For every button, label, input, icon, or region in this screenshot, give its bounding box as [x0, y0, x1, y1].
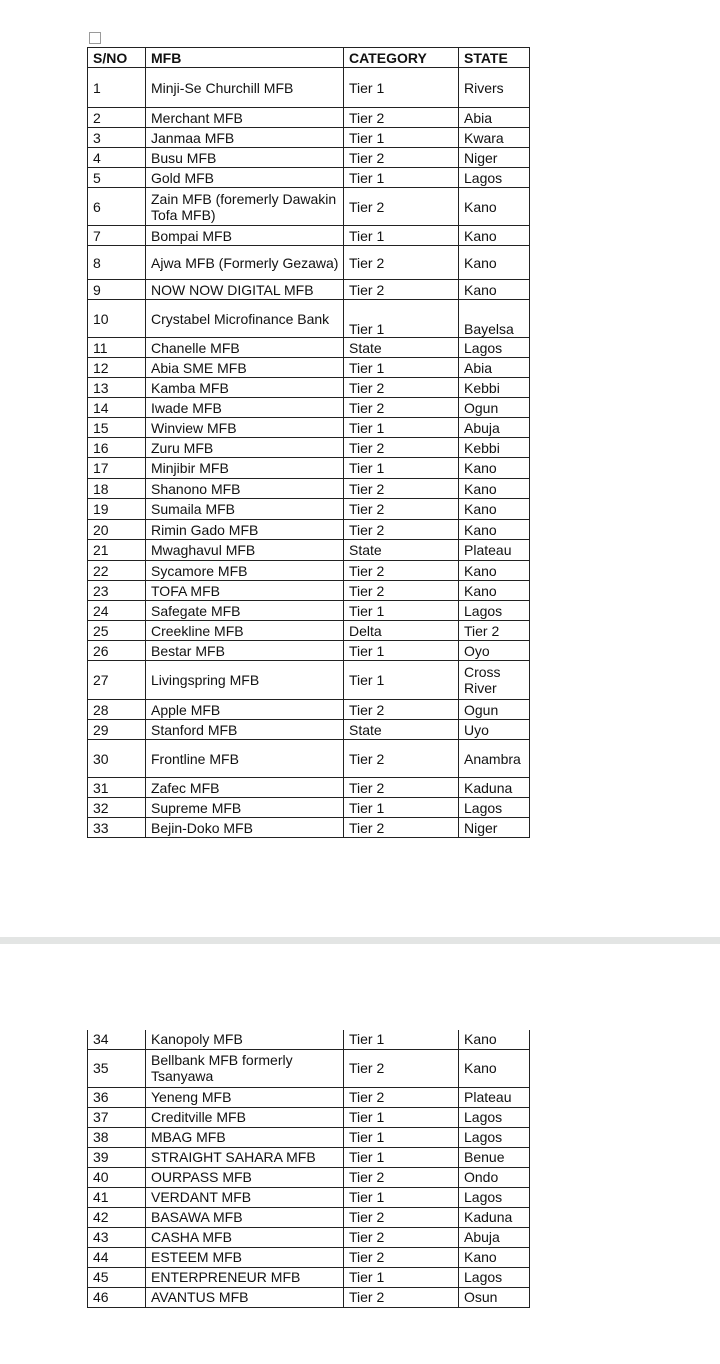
cell-category: Tier 2	[344, 1227, 459, 1247]
table-header-row	[88, 48, 530, 68]
header-category: CATEGORY	[344, 48, 459, 68]
cell-sno: 24	[88, 601, 146, 621]
cell-mfb: BASAWA MFB	[146, 1207, 344, 1227]
cell-category: Tier 1	[344, 418, 459, 438]
cell-sno: 29	[88, 720, 146, 740]
cell-sno: 14	[88, 398, 146, 418]
cell-sno: 34	[88, 1030, 146, 1049]
table-row	[88, 1107, 530, 1127]
cell-mfb: TOFA MFB	[146, 581, 344, 601]
cell-mfb: Abia SME MFB	[146, 358, 344, 378]
table-row	[88, 1207, 530, 1227]
cell-category: Tier 1	[344, 1127, 459, 1147]
cell-sno: 43	[88, 1227, 146, 1247]
cell-sno: 9	[88, 280, 146, 300]
cell-mfb: Zain MFB (foremerly Dawakin Tofa MFB)	[146, 188, 344, 226]
cell-state: Ogun	[459, 398, 530, 418]
cell-sno: 32	[88, 798, 146, 818]
cell-category: Tier 1	[344, 168, 459, 188]
cell-state: Lagos	[459, 1267, 530, 1287]
cell-category: Tier 2	[344, 1207, 459, 1227]
cell-mfb: Janmaa MFB	[146, 128, 344, 148]
cell-state: Osun	[459, 1287, 530, 1307]
table-row	[88, 1127, 530, 1147]
table-row	[88, 520, 530, 540]
cell-sno: 39	[88, 1147, 146, 1167]
cell-mfb: Winview MFB	[146, 418, 344, 438]
table-row	[88, 358, 530, 378]
cell-category: Tier 1	[344, 128, 459, 148]
cell-sno: 23	[88, 581, 146, 601]
table-row	[88, 1187, 530, 1207]
cell-sno: 25	[88, 621, 146, 641]
cell-mfb: Sycamore MFB	[146, 561, 344, 581]
cell-sno: 37	[88, 1107, 146, 1127]
table-row	[88, 168, 530, 188]
table-row	[88, 661, 530, 700]
cell-category: Tier 2	[344, 1087, 459, 1107]
cell-mfb: Shanono MFB	[146, 479, 344, 499]
cell-sno: 8	[88, 246, 146, 280]
cell-category: Delta	[344, 621, 459, 641]
cell-sno: 45	[88, 1267, 146, 1287]
cell-category: Tier 1	[344, 458, 459, 479]
cell-mfb: Supreme MFB	[146, 798, 344, 818]
cell-state: Cross River	[459, 661, 530, 700]
cell-category: Tier 2	[344, 438, 459, 458]
cell-category: Tier 2	[344, 378, 459, 398]
table-row	[88, 540, 530, 561]
cell-category: Tier 1	[344, 68, 459, 108]
cell-sno: 11	[88, 338, 146, 358]
cell-state: Kano	[459, 246, 530, 280]
cell-sno: 18	[88, 479, 146, 499]
cell-state: Kaduna	[459, 1207, 530, 1227]
cell-mfb: OURPASS MFB	[146, 1167, 344, 1187]
cell-state: Kano	[459, 581, 530, 601]
cell-state: Kano	[459, 1049, 530, 1087]
table-row	[88, 1227, 530, 1247]
cell-category: Tier 1	[344, 1107, 459, 1127]
cell-sno: 22	[88, 561, 146, 581]
cell-state: Lagos	[459, 338, 530, 358]
cell-mfb: Zuru MFB	[146, 438, 344, 458]
table-row	[88, 378, 530, 398]
table-row	[88, 499, 530, 520]
cell-mfb: Mwaghavul MFB	[146, 540, 344, 561]
cell-category: Tier 2	[344, 280, 459, 300]
cell-state: Plateau	[459, 540, 530, 561]
cell-category: Tier 2	[344, 246, 459, 280]
cell-category: Tier 1	[344, 641, 459, 661]
cell-sno: 12	[88, 358, 146, 378]
cell-sno: 6	[88, 188, 146, 226]
cell-mfb: Minjibir MFB	[146, 458, 344, 479]
cell-state: Lagos	[459, 1187, 530, 1207]
cell-mfb: Creditville MFB	[146, 1107, 344, 1127]
cell-mfb: Bellbank MFB formerly Tsanyawa	[146, 1049, 344, 1087]
table-row	[88, 1247, 530, 1267]
cell-category: Tier 1	[344, 601, 459, 621]
cell-mfb: STRAIGHT SAHARA MFB	[146, 1147, 344, 1167]
table-row	[88, 418, 530, 438]
cell-category: Tier 2	[344, 740, 459, 778]
cell-category: Tier 2	[344, 818, 459, 838]
cell-state: Kebbi	[459, 438, 530, 458]
table-row	[88, 700, 530, 720]
cell-sno: 36	[88, 1087, 146, 1107]
cell-mfb: NOW NOW DIGITAL MFB	[146, 280, 344, 300]
table-row	[88, 68, 530, 108]
cell-category: Tier 1	[344, 1187, 459, 1207]
cell-category: Tier 2	[344, 700, 459, 720]
cell-category: Tier 2	[344, 188, 459, 226]
cell-category: Tier 2	[344, 1247, 459, 1267]
cell-category: Tier 2	[344, 1049, 459, 1087]
header-state: STATE	[459, 48, 530, 68]
cell-sno: 31	[88, 778, 146, 798]
cell-category: Tier 2	[344, 479, 459, 499]
cell-sno: 19	[88, 499, 146, 520]
cell-category: Tier 2	[344, 398, 459, 418]
cell-sno: 15	[88, 418, 146, 438]
cell-mfb: Frontline MFB	[146, 740, 344, 778]
cell-mfb: Bestar MFB	[146, 641, 344, 661]
table-row	[88, 458, 530, 479]
cell-mfb: Zafec MFB	[146, 778, 344, 798]
cell-sno: 38	[88, 1127, 146, 1147]
cell-category: State	[344, 540, 459, 561]
table-row	[88, 1167, 530, 1187]
cell-sno: 21	[88, 540, 146, 561]
table-row	[88, 818, 530, 838]
table-row	[88, 108, 530, 128]
cell-state: Abia	[459, 358, 530, 378]
cell-category: Tier 1	[344, 798, 459, 818]
cell-sno: 7	[88, 226, 146, 246]
cell-sno: 26	[88, 641, 146, 661]
cell-mfb: Sumaila MFB	[146, 499, 344, 520]
cell-mfb: Apple MFB	[146, 700, 344, 720]
cell-category: Tier 1	[344, 226, 459, 246]
cell-mfb: Kamba MFB	[146, 378, 344, 398]
cell-category: State	[344, 720, 459, 740]
cell-state: Kano	[459, 458, 530, 479]
table-row	[88, 641, 530, 661]
cell-state: Kano	[459, 479, 530, 499]
table-row	[88, 581, 530, 601]
cell-category: Tier 2	[344, 520, 459, 540]
cell-mfb: MBAG MFB	[146, 1127, 344, 1147]
cell-state: Kano	[459, 561, 530, 581]
cell-mfb: Kanopoly MFB	[146, 1030, 344, 1049]
table-row	[88, 1267, 530, 1287]
table-row	[88, 246, 530, 280]
table-row	[88, 338, 530, 358]
cell-sno: 42	[88, 1207, 146, 1227]
cell-sno: 35	[88, 1049, 146, 1087]
cell-state: Kano	[459, 188, 530, 226]
table-row	[88, 601, 530, 621]
cell-state: Kano	[459, 1030, 530, 1049]
cell-category: Tier 1	[344, 1030, 459, 1049]
cell-sno: 28	[88, 700, 146, 720]
cell-mfb: Safegate MFB	[146, 601, 344, 621]
table-row	[88, 280, 530, 300]
cell-mfb: Iwade MFB	[146, 398, 344, 418]
cell-mfb: ENTERPRENEUR MFB	[146, 1267, 344, 1287]
cell-mfb: Bompai MFB	[146, 226, 344, 246]
cell-sno: 5	[88, 168, 146, 188]
cell-mfb: Busu MFB	[146, 148, 344, 168]
cell-state: Kano	[459, 1247, 530, 1267]
cell-category: Tier 2	[344, 778, 459, 798]
cell-sno: 33	[88, 818, 146, 838]
cell-mfb: Merchant MFB	[146, 108, 344, 128]
table-row	[88, 398, 530, 418]
cell-sno: 3	[88, 128, 146, 148]
cell-sno: 13	[88, 378, 146, 398]
cell-mfb: Livingspring MFB	[146, 661, 344, 700]
cell-category: Tier 2	[344, 561, 459, 581]
cell-state: Bayelsa	[459, 300, 530, 338]
cell-state: Kebbi	[459, 378, 530, 398]
cell-state: Tier 2	[459, 621, 530, 641]
cell-state: Lagos	[459, 798, 530, 818]
cell-state: Plateau	[459, 1087, 530, 1107]
cell-sno: 1	[88, 68, 146, 108]
page-separator	[0, 937, 720, 944]
cell-sno: 41	[88, 1187, 146, 1207]
cell-mfb: AVANTUS MFB	[146, 1287, 344, 1307]
cell-category: Tier 1	[344, 1267, 459, 1287]
table-row	[88, 720, 530, 740]
cell-state: Oyo	[459, 641, 530, 661]
cell-sno: 20	[88, 520, 146, 540]
cell-category: Tier 1	[344, 358, 459, 378]
table-row	[88, 1147, 530, 1167]
table-row	[88, 1049, 530, 1087]
cell-category: Tier 2	[344, 499, 459, 520]
cell-state: Niger	[459, 818, 530, 838]
cell-category: Tier 2	[344, 1167, 459, 1187]
table-row	[88, 740, 530, 778]
cell-state: Anambra	[459, 740, 530, 778]
cell-category: Tier 2	[344, 1287, 459, 1307]
cell-state: Lagos	[459, 1107, 530, 1127]
cell-state: Kano	[459, 499, 530, 520]
cell-category: Tier 1	[344, 1147, 459, 1167]
cell-category: Tier 2	[344, 108, 459, 128]
table-row	[88, 1030, 530, 1049]
cell-sno: 46	[88, 1287, 146, 1307]
table-row	[88, 621, 530, 641]
table-row	[88, 798, 530, 818]
cell-sno: 30	[88, 740, 146, 778]
cell-sno: 27	[88, 661, 146, 700]
mfb-table-page-1	[87, 47, 530, 838]
cell-state: Kano	[459, 280, 530, 300]
cell-state: Ogun	[459, 700, 530, 720]
cell-state: Lagos	[459, 168, 530, 188]
table-row	[88, 188, 530, 226]
cell-sno: 40	[88, 1167, 146, 1187]
cell-state: Kwara	[459, 128, 530, 148]
table-row	[88, 226, 530, 246]
cell-category: State	[344, 338, 459, 358]
header-mfb: MFB	[146, 48, 344, 68]
cell-mfb: ESTEEM MFB	[146, 1247, 344, 1267]
cell-state: Ondo	[459, 1167, 530, 1187]
cell-sno: 10	[88, 300, 146, 338]
cell-state: Uyo	[459, 720, 530, 740]
cell-mfb: Bejin-Doko MFB	[146, 818, 344, 838]
table-row	[88, 1087, 530, 1107]
cell-state: Abia	[459, 108, 530, 128]
cell-mfb: Chanelle MFB	[146, 338, 344, 358]
cell-state: Abuja	[459, 1227, 530, 1247]
cell-state: Benue	[459, 1147, 530, 1167]
cell-sno: 4	[88, 148, 146, 168]
cell-mfb: Yeneng MFB	[146, 1087, 344, 1107]
cell-state: Niger	[459, 148, 530, 168]
cell-mfb: Crystabel Microfinance Bank	[146, 300, 344, 338]
table-row	[88, 561, 530, 581]
table-row	[88, 148, 530, 168]
table-row	[88, 438, 530, 458]
cell-mfb: Creekline MFB	[146, 621, 344, 641]
table-row	[88, 479, 530, 499]
table-row	[88, 300, 530, 338]
cell-category: Tier 2	[344, 148, 459, 168]
cell-state: Rivers	[459, 68, 530, 108]
cell-mfb: Gold MFB	[146, 168, 344, 188]
cell-category: Tier 1	[344, 661, 459, 700]
cell-mfb: VERDANT MFB	[146, 1187, 344, 1207]
cell-mfb: CASHA MFB	[146, 1227, 344, 1247]
cell-state: Lagos	[459, 1127, 530, 1147]
table-row	[88, 1287, 530, 1307]
cell-state: Kano	[459, 226, 530, 246]
header-sno: S/NO	[88, 48, 146, 68]
cell-sno: 44	[88, 1247, 146, 1267]
checkbox-icon[interactable]	[89, 32, 101, 44]
cell-mfb: Minji-Se Churchill MFB	[146, 68, 344, 108]
cell-sno: 17	[88, 458, 146, 479]
cell-mfb: Ajwa MFB (Formerly Gezawa)	[146, 246, 344, 280]
cell-state: Lagos	[459, 601, 530, 621]
table-row	[88, 778, 530, 798]
cell-sno: 2	[88, 108, 146, 128]
cell-mfb: Rimin Gado MFB	[146, 520, 344, 540]
cell-sno: 16	[88, 438, 146, 458]
cell-mfb: Stanford MFB	[146, 720, 344, 740]
table-row	[88, 128, 530, 148]
cell-category: Tier 1	[344, 300, 459, 338]
cell-state: Kano	[459, 520, 530, 540]
cell-state: Abuja	[459, 418, 530, 438]
cell-category: Tier 2	[344, 581, 459, 601]
mfb-table-page-2	[87, 1030, 530, 1308]
cell-state: Kaduna	[459, 778, 530, 798]
